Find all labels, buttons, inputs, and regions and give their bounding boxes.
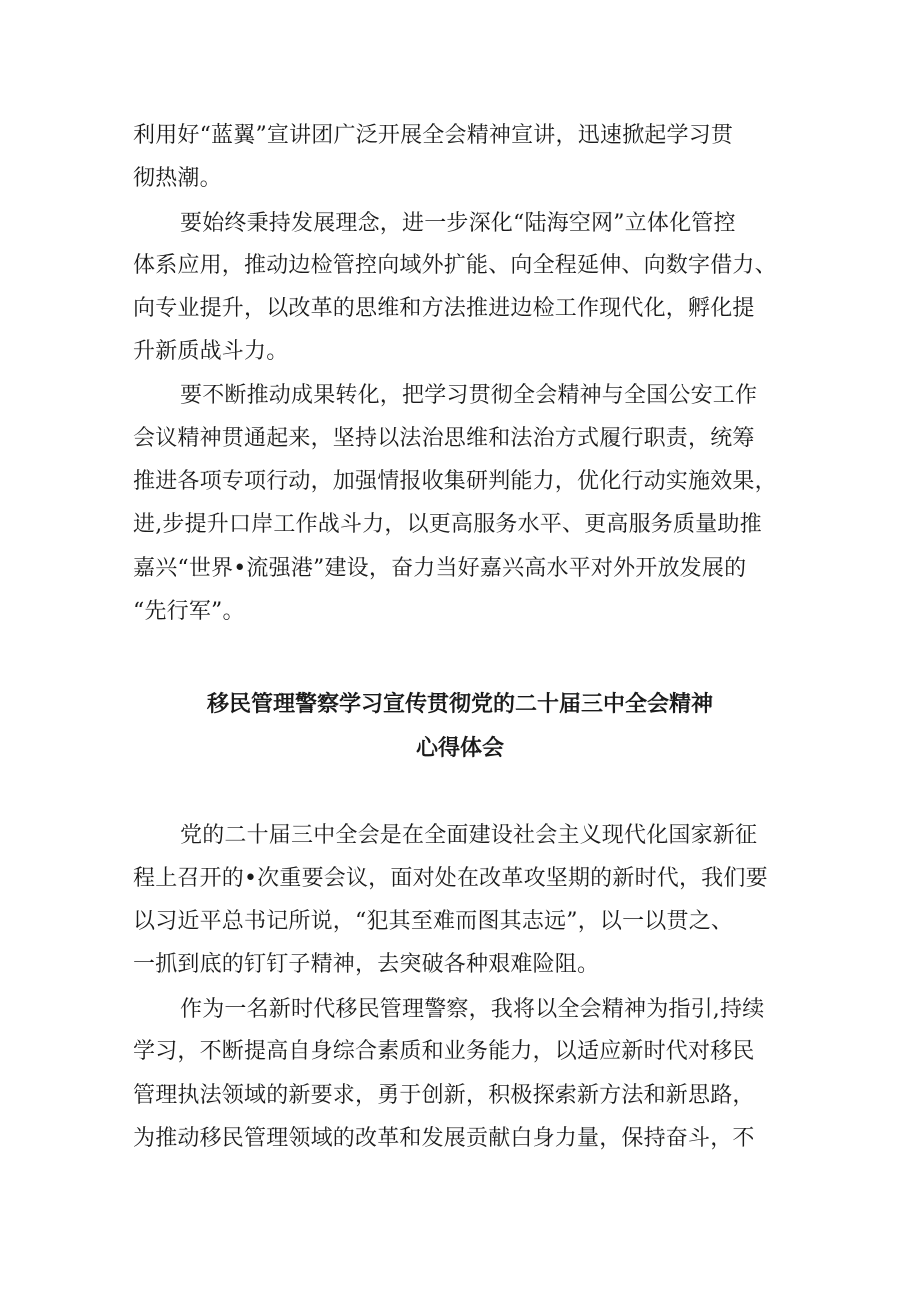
section-subtitle: 心得体会 (415, 736, 504, 761)
text-line: 彻热潮。 (133, 166, 222, 191)
text-line: 管理执法领域的新要求，勇于创新，积极探索新方法和新思路， (133, 1083, 755, 1108)
text-line: 利用好“蓝翼”宣讲团广泛开展全会精神宣讲，迅速掀起学习贯 (133, 123, 734, 148)
text-line: 作为一名新时代移民管理警察，我将以全会精神为指引,持续 (180, 997, 765, 1022)
section-title: 移民管理警察学习宣传贯彻党的二十届三中全会精神 (206, 692, 713, 717)
text-line: 升新质战斗力。 (133, 339, 289, 364)
text-line: 一抓到底的钉钉子精神，去突破各种艰难险阻。 (133, 952, 600, 977)
text-line: 以习近平总书记所说，“犯其至难而图其志远”，以一以贯之、 (133, 909, 734, 934)
text-line: 党的二十届三中全会是在全面建设社会主义现代化国家新征 (180, 823, 758, 848)
text-line: 为推动移民管理领域的改革和发展贡献白身力量，保持奋斗，不 (133, 1126, 755, 1151)
text-line: 进,步提升口岸工作战斗力，以更高服务水平、更高服务质量助推 (133, 512, 762, 537)
text-line: “先行军”。 (133, 599, 245, 624)
text-line: 体系应用，推动边检管控向域外扩能、向全程延伸、向数字借力、 (133, 253, 777, 278)
text-line: 程上召开的•次重要会议，面对处在改革攻坚期的新时代，我们要 (133, 866, 768, 891)
text-line: 要始终秉持发展理念，进一步深化“陆海空网”立体化管控 (180, 211, 736, 236)
text-line: 会议精神贯通起来，坚持以法治思维和法治方式履行职责，统筹 (133, 426, 755, 451)
text-line: 学习，不断提高自身综合素质和业务能力，以适应新时代对移民 (133, 1039, 755, 1064)
text-line: 向专业提升，以改革的思维和方法推进边检工作现代化，孵化提 (133, 296, 755, 321)
text-line: 嘉兴“世界•流强港”建设，奋力当好嘉兴高水平对外开放发展的 (133, 556, 747, 581)
text-line: 推进各项专项行动，加强情报收集研判能力，优化行动实施效果， (133, 469, 777, 494)
text-line: 要不断推动成果转化，把学习贯彻全会精神与全国公安工作 (180, 383, 758, 408)
